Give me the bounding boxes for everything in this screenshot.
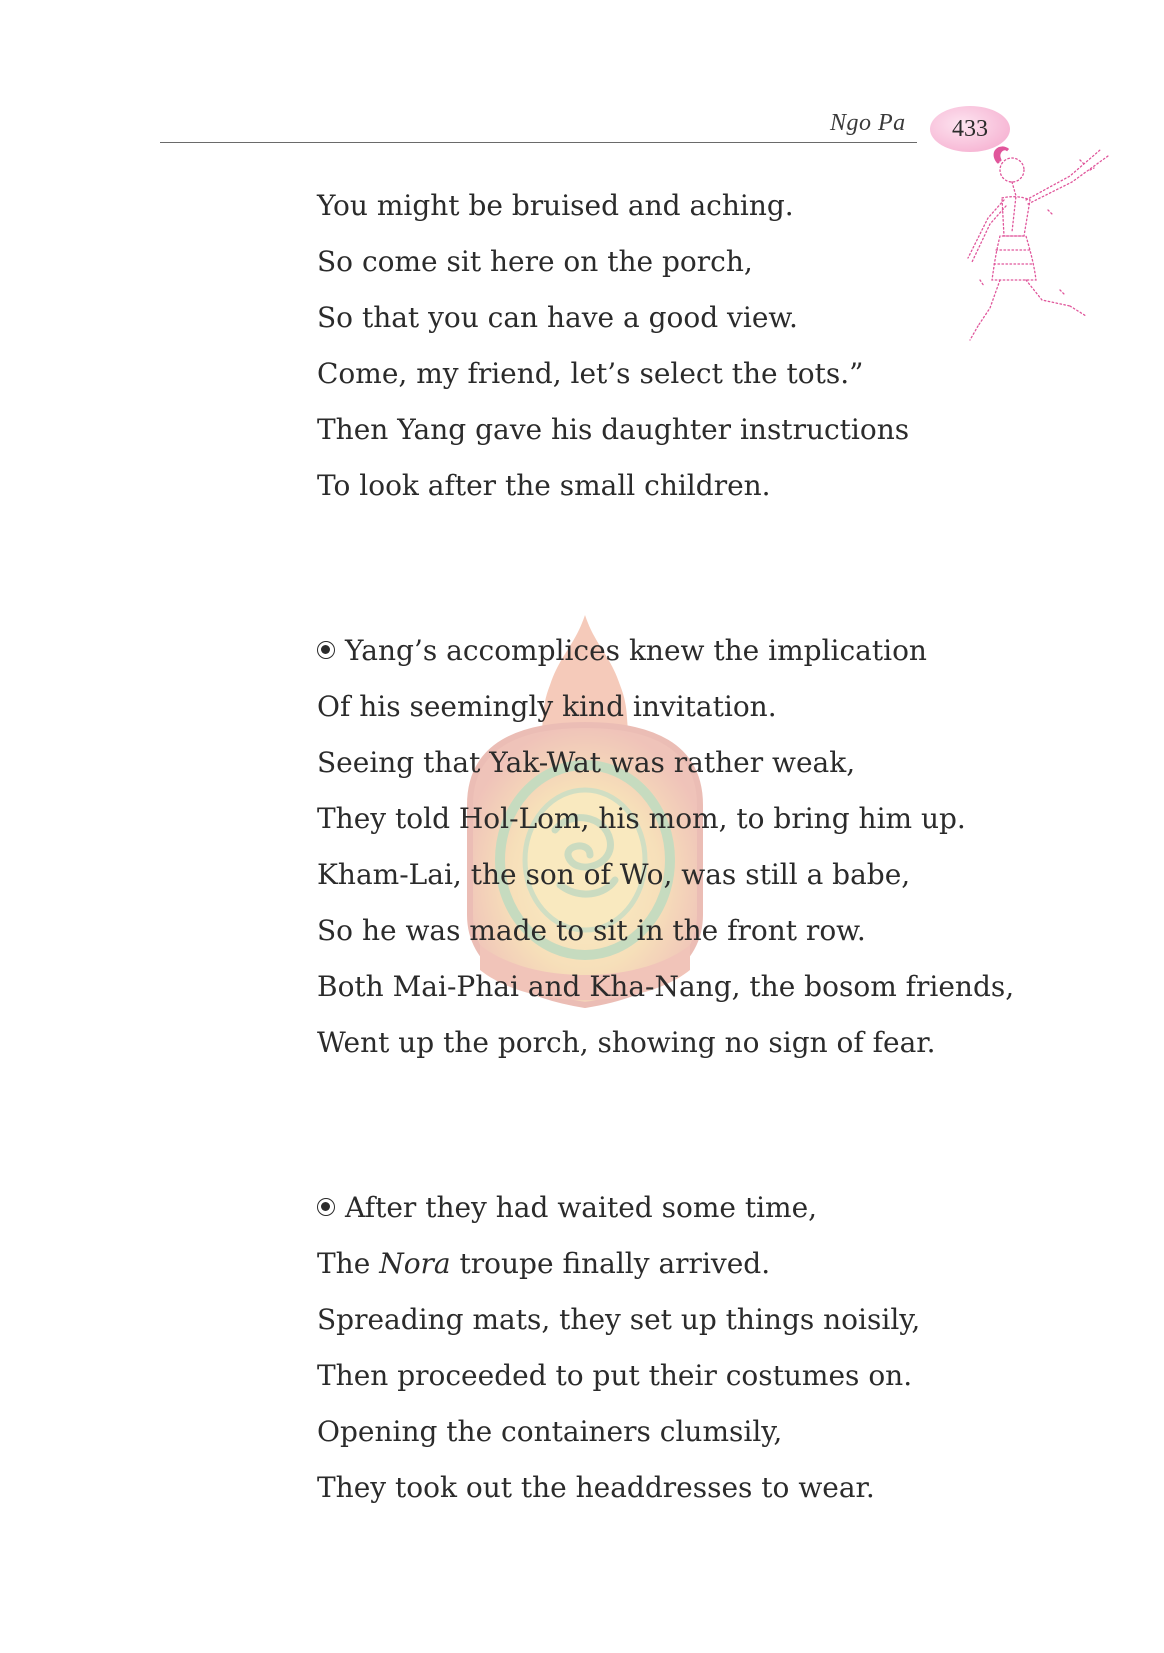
verse-line-text: After they had waited some time,: [345, 1191, 818, 1224]
verse-line: So he was made to sit in the front row.: [317, 914, 866, 947]
verse-line: They told Hol-Lom, his mom, to bring him up.: [317, 802, 966, 835]
stanza-bullet-icon: [317, 641, 335, 659]
running-title: Ngo Pa: [830, 110, 906, 136]
verse-line: Then proceeded to put their costumes on.: [317, 1359, 913, 1392]
dancer-icon: [960, 140, 1125, 350]
verse-line: You might be bruised and aching.: [317, 189, 794, 222]
verse-line: [317, 1180, 920, 1236]
header-rule: [160, 142, 917, 143]
verse-line: Of his seemingly kind invitation.: [317, 690, 777, 723]
stanza-bullet-icon: [317, 1198, 335, 1216]
stanza-3: [317, 1180, 920, 1516]
troupe-name: Nora: [379, 1247, 451, 1280]
verse-line: Both Mai-Phai and Kha-Nang, the bosom friends,: [317, 970, 1015, 1003]
verse-line: Went up the porch, showing no sign of fear.: [317, 1026, 936, 1059]
verse-line: [317, 1236, 920, 1292]
verse-line: Come, my friend, let’s select the tots.”: [317, 357, 864, 390]
verse-line: Seeing that Yak-Wat was rather weak,: [317, 746, 856, 779]
stanza-1: [317, 178, 909, 514]
verse-line: [317, 623, 1014, 679]
verse-line: They took out the headdresses to wear.: [317, 1471, 875, 1504]
verse-line: So that you can have a good view.: [317, 301, 798, 334]
verse-line: Then Yang gave his daughter instructions: [317, 413, 910, 446]
verse-line: So come sit here on the porch,: [317, 245, 753, 278]
verse-line: To look after the small children.: [317, 469, 771, 502]
verse-line: Opening the containers clumsily,: [317, 1415, 783, 1448]
verse-line: Spreading mats, they set up things noisily,: [317, 1303, 921, 1336]
verse-line-text: troupe finally arrived.: [450, 1247, 771, 1280]
stanza-2: [317, 623, 1014, 1071]
verse-line: Kham-Lai, the son of Wo, was still a babe,: [317, 858, 911, 891]
verse-line-text: Yang’s accomplices knew the implication: [345, 634, 927, 667]
verse-line-text: The: [317, 1247, 380, 1280]
page-number: 433: [952, 115, 988, 142]
